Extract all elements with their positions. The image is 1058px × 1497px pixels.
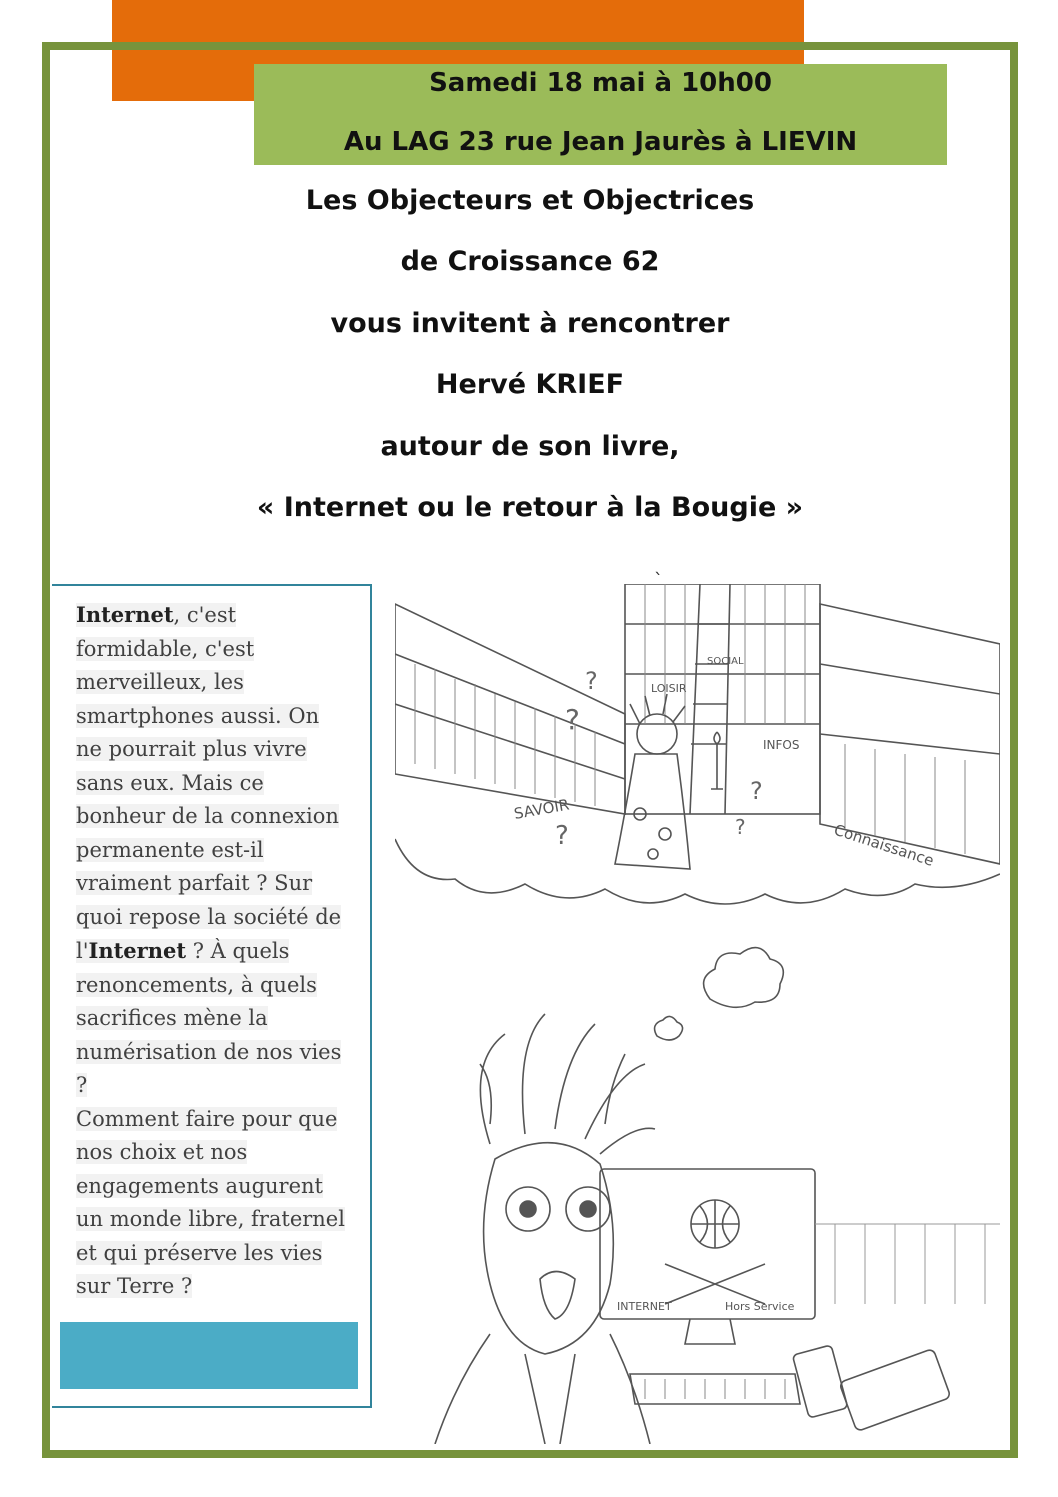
label-connaissance: Connaissance	[831, 820, 937, 870]
intro-line-3: vous invitent à rencontrer	[330, 308, 730, 339]
description-part-2: ? À quels renoncements, à quels sacrifices mène la numérisation de nos vies ?	[76, 939, 342, 1097]
description-part-1: , c'est formidable, c'est merveilleux, les smartphones aussi. On ne pourrait plus vivre sans eux. Mais ce bonheur de la connexion permanente est-il vraiment parfait ? Sur quoi repose la société de l'	[76, 603, 342, 963]
event-header	[254, 64, 947, 165]
svg-text:?: ?	[585, 667, 598, 695]
intro-line-2: de Croissance 62	[400, 246, 660, 277]
computer-scene	[435, 1014, 1000, 1444]
blue-decor-block	[60, 1322, 358, 1389]
label-hors-service: Hors Service	[725, 1300, 795, 1313]
label-loisir: LOISIR	[651, 682, 687, 695]
book-illustration	[395, 584, 1000, 1444]
intro-line-1: Les Objecteurs et Objectrices	[305, 185, 755, 216]
label-savoir: SAVOIR	[512, 795, 571, 823]
stray-mark: `	[654, 570, 663, 591]
svg-text:?: ?	[735, 815, 746, 839]
label-internet: INTERNET	[617, 1300, 672, 1313]
label-infos: INFOS	[763, 738, 800, 752]
svg-text:?: ?	[565, 703, 580, 736]
svg-text:?: ?	[555, 821, 569, 851]
intro-line-5: autour de son livre,	[380, 431, 680, 462]
event-venue: Au LAG 23 rue Jean Jaurès à LIEVIN	[343, 127, 858, 157]
intro-line-4-author: Hervé KRIEF	[435, 369, 625, 400]
event-date: Samedi 18 mai à 10h00	[429, 68, 772, 98]
svg-text:?: ?	[750, 777, 763, 805]
label-social: SOCIAL	[707, 656, 744, 667]
description-text	[76, 598, 346, 1304]
description-paragraph-2: Comment faire pour que nos choix et nos engagements augurent un monde libre, fraternel et qui préserve les vies sur Terre ?	[76, 1106, 345, 1298]
keyword-internet-2: Internet	[88, 938, 187, 963]
small-thought-bubbles	[655, 948, 784, 1040]
keyword-internet: Internet	[76, 602, 174, 627]
book-title: « Internet ou le retour à la Bougie »	[256, 492, 804, 523]
computer-labels	[617, 1300, 795, 1313]
